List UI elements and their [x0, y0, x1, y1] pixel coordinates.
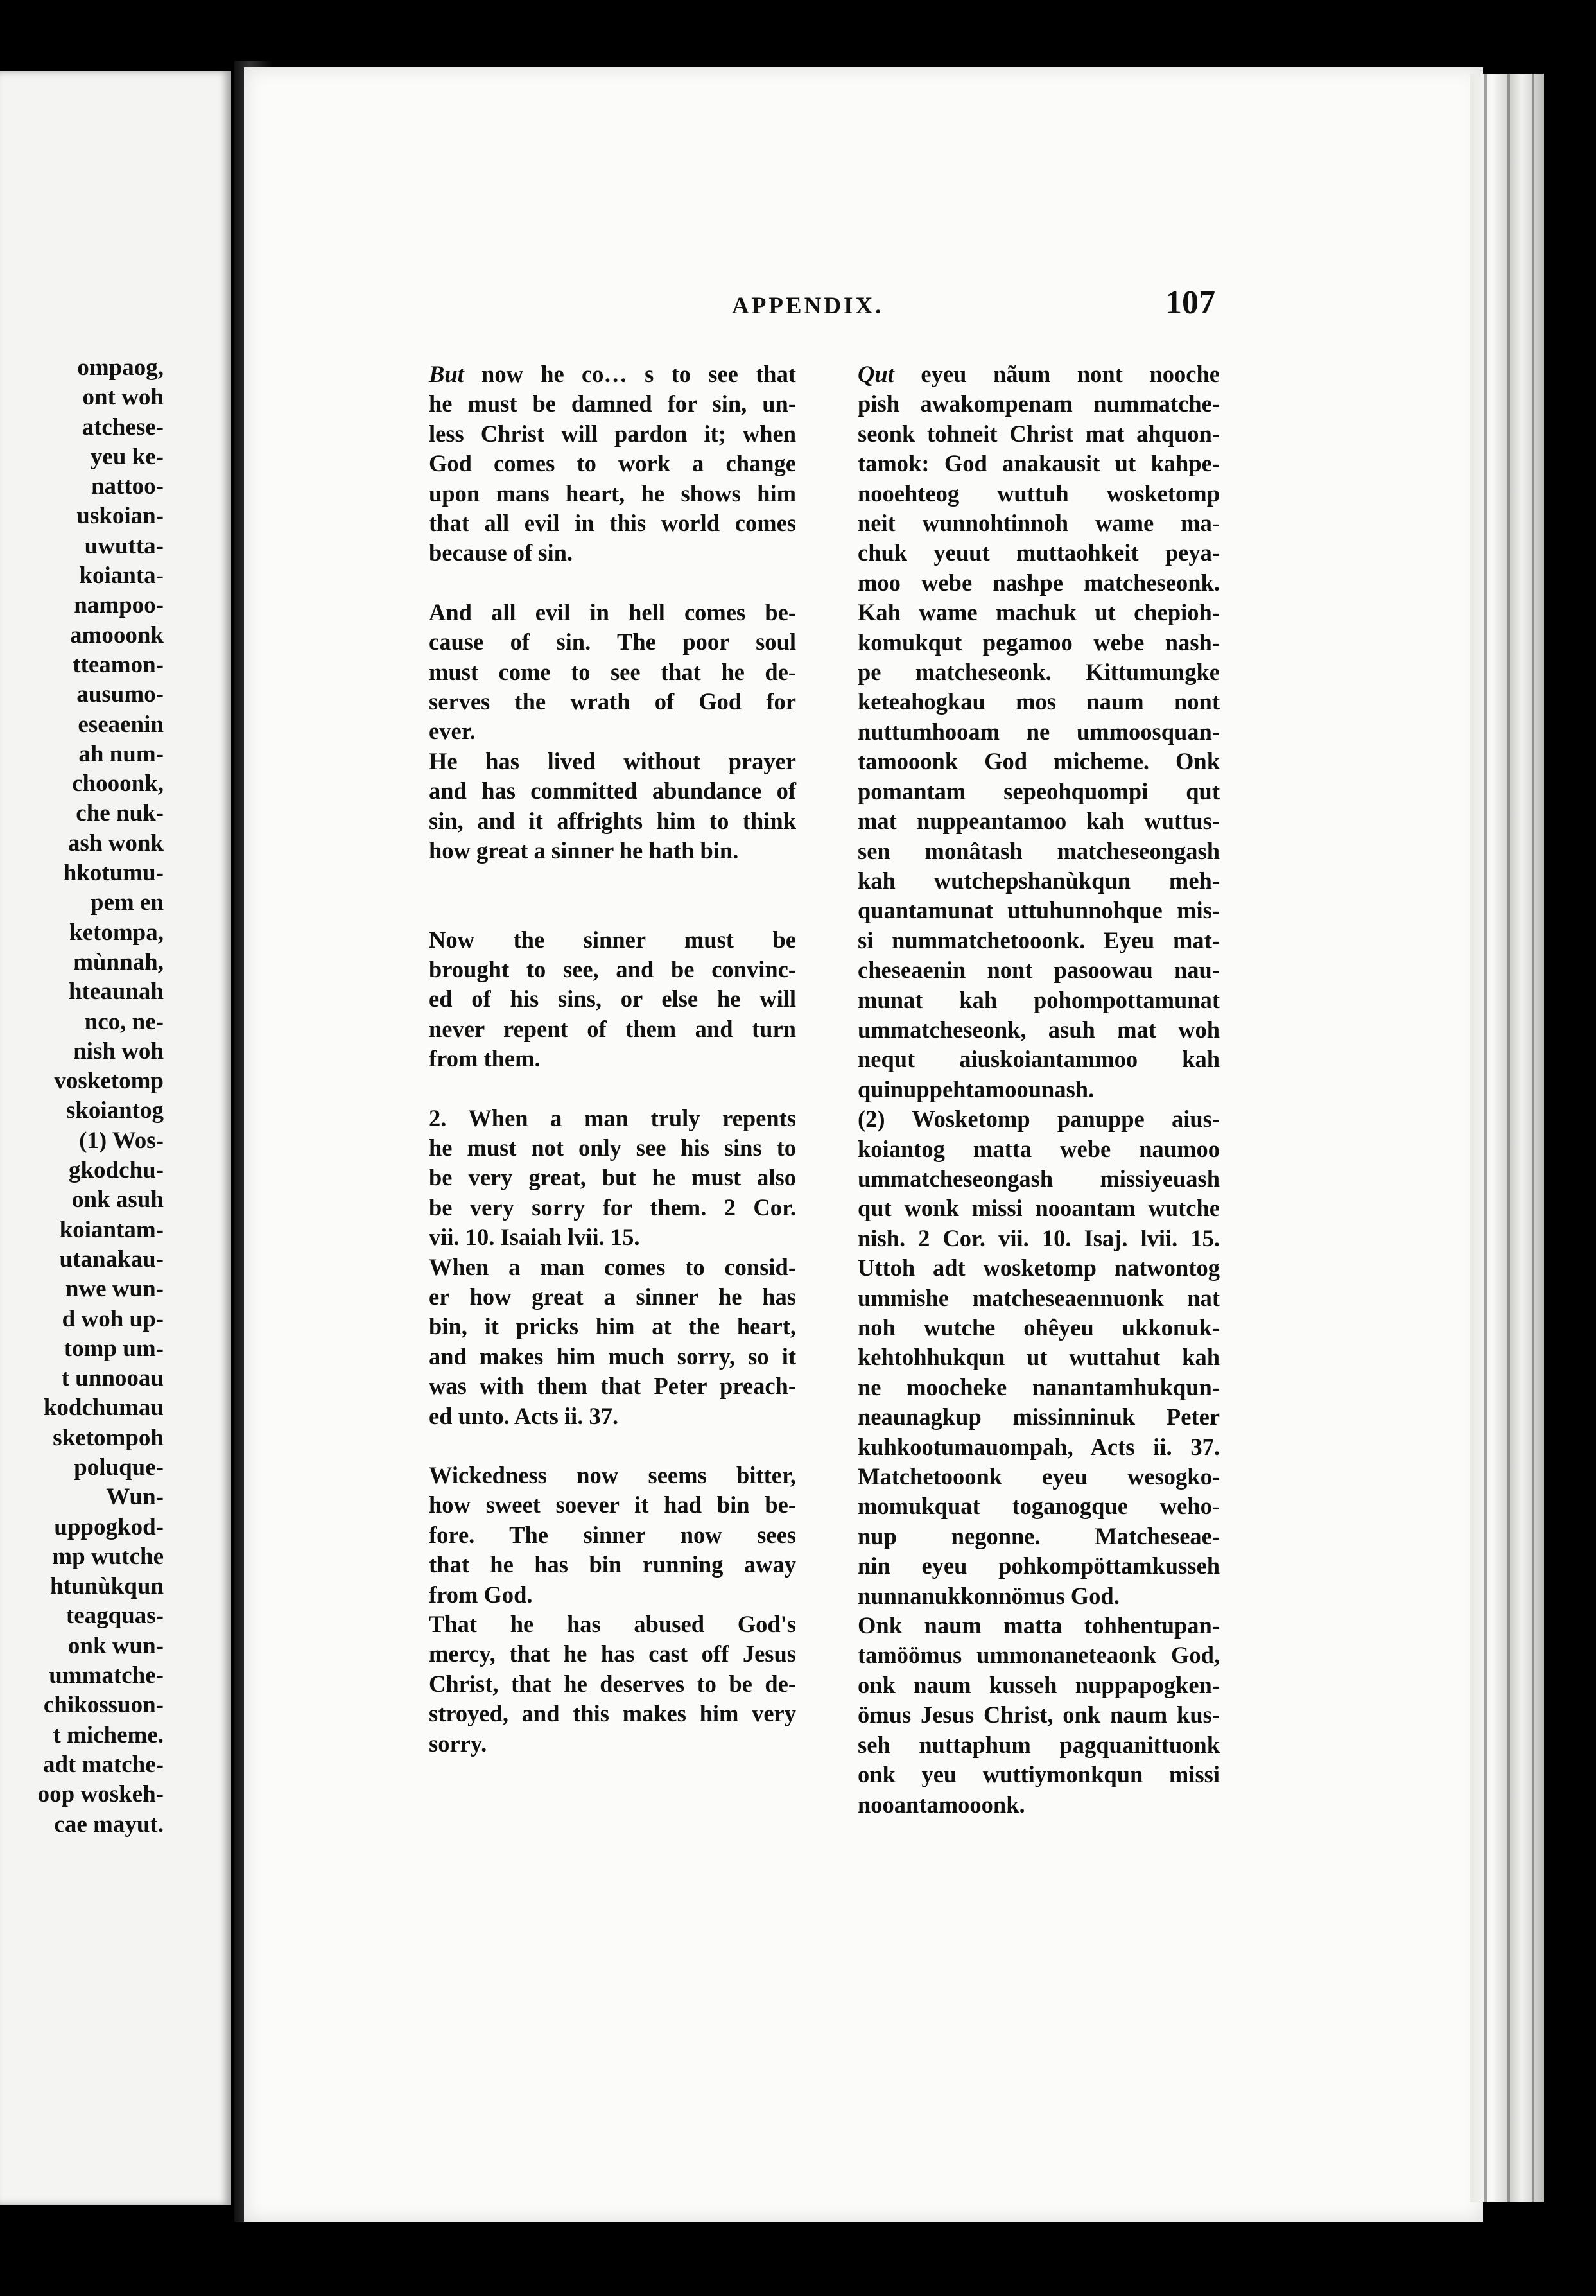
paragraph — [398, 1461, 796, 1610]
left-fragment-line: skoiantog — [65, 1097, 164, 1124]
text-line: kehtohhukqun ut wuttahut kah — [858, 1344, 1220, 1371]
paragraph — [398, 360, 796, 568]
english-column — [398, 360, 796, 1759]
left-fragment-line: koianta- — [79, 562, 164, 589]
text-line: from them. — [429, 1045, 541, 1072]
text-line: noh wutche ohêyeu ukkonuk- — [858, 1314, 1220, 1341]
left-fragment-line: chooonk, — [72, 770, 164, 797]
text-line: mat nuppeantamoo kah wuttus- — [858, 808, 1220, 835]
left-fragment-line: htunùkqun — [50, 1573, 164, 1600]
page-edges — [1470, 74, 1544, 2202]
left-fragment-line: ont woh — [82, 384, 164, 411]
paragraph — [827, 1104, 1220, 1611]
left-fragment-line: koiantam- — [59, 1216, 164, 1243]
left-fragment-line: chikossuon- — [43, 1692, 164, 1719]
facing-left-page — [0, 71, 231, 2205]
paragraph — [398, 1253, 796, 1431]
paragraph — [827, 1611, 1220, 1820]
left-fragment-line: hkotumu- — [63, 860, 164, 887]
text-line: ne moocheke nanantamhukqun- — [858, 1373, 1220, 1400]
text-line: how sweet soever it had bin be- — [429, 1492, 796, 1518]
text-line: and has committed abundance of — [429, 778, 796, 804]
text-line: cheseaenin nont pasoowau nau- — [858, 957, 1220, 984]
text-line: munat kah pohompottamunat — [858, 986, 1220, 1013]
left-fragment-line: (1) Wos- — [79, 1127, 164, 1154]
paragraph — [398, 747, 796, 866]
text-line: be very great, but he must also — [429, 1164, 796, 1191]
paragraph — [398, 598, 796, 747]
left-fragment-line: onk asuh — [72, 1187, 164, 1213]
text-line: seh nuttaphum pagquanittuonk — [858, 1731, 1220, 1758]
left-fragment-line: pem en — [90, 889, 164, 916]
text-line: quantamunat uttuhunnohque mis- — [858, 897, 1220, 924]
left-fragment-line: uwutta- — [84, 532, 164, 559]
text-line: Kah wame machuk ut chepioh- — [858, 599, 1220, 626]
left-fragment-line: nampoo- — [74, 592, 164, 619]
left-fragment-line: oop woskeh- — [37, 1781, 164, 1808]
text-line: vii. 10. Isaiah lvii. 15. — [429, 1224, 640, 1251]
text-line: nin eyeu pohkompöttamkusseh — [858, 1552, 1220, 1579]
text-line: stroyed, and this makes him very — [429, 1700, 796, 1727]
text-line: he must not only see his sins to — [429, 1134, 796, 1161]
paragraph — [398, 925, 796, 1074]
text-line: Qut eyeu nãum nont nooche — [858, 361, 1220, 387]
left-fragment-line: utanakau- — [59, 1246, 164, 1273]
left-fragment-line: yeu ke- — [90, 443, 164, 470]
left-fragment-line: t micheme. — [53, 1721, 164, 1748]
left-fragment-line: hteaunah — [68, 978, 164, 1005]
text-line: never repent of them and turn — [429, 1015, 796, 1042]
text-line: sin, and it affrights him to think — [429, 807, 796, 834]
text-line: Wickedness now seems bitter, — [429, 1462, 796, 1488]
text-line: moo webe nashpe matcheseonk. — [858, 569, 1220, 596]
text-line: Christ, that he deserves to be de- — [429, 1670, 796, 1697]
text-line: nish. 2 Cor. vii. 10. Isaj. lvii. 15. — [858, 1224, 1220, 1251]
text-line: God comes to work a change — [429, 450, 796, 477]
text-line: and makes him much sorry, so it — [429, 1343, 796, 1370]
left-fragment-line: atchese- — [82, 413, 164, 440]
text-line: ummatcheseonk, asuh mat woh — [858, 1016, 1220, 1043]
text-line: cause of sin. The poor soul — [429, 629, 796, 656]
text-line: upon mans heart, he shows him — [429, 480, 796, 507]
left-fragment-line: kodchumau — [43, 1395, 164, 1422]
text-line: nooantamooonk. — [858, 1791, 1025, 1818]
left-fragment-line: teagquas- — [65, 1603, 164, 1630]
text-line: When a man comes to consid- — [429, 1253, 796, 1280]
text-line: serves the wrath of God for — [429, 688, 796, 715]
left-fragment-line: nwe wun- — [65, 1276, 164, 1303]
left-fragment-line: mùnnah, — [73, 948, 164, 975]
left-fragment-line: uppogkod- — [54, 1513, 164, 1540]
text-line: ummishe matcheseaennuonk nat — [858, 1284, 1220, 1311]
text-line: Onk naum matta tohhentupan- — [858, 1612, 1220, 1639]
text-line: because of sin. — [429, 539, 573, 566]
massachusett-column — [827, 360, 1220, 1820]
text-line: he must be damned for sin, un- — [429, 390, 796, 417]
left-fragment-line: onk wun- — [67, 1632, 164, 1659]
text-line: kah wutchepshanùkqun meh- — [858, 867, 1220, 894]
text-line: nooehteog wuttuh wosketomp — [858, 480, 1220, 507]
text-line: pomantam sepeohquompi qut — [858, 778, 1220, 804]
running-head: APPENDIX. — [732, 293, 884, 319]
text-line: momukquat toganogque weho- — [858, 1493, 1220, 1520]
text-line: kuhkootumauompah, Acts ii. 37. — [858, 1433, 1220, 1460]
left-fragment-line: sketompoh — [53, 1424, 164, 1451]
left-fragment-line: ompaog, — [77, 354, 164, 381]
text-line: nunnanukkonnömus God. — [858, 1582, 1120, 1609]
left-fragment-line: eseaenin — [78, 711, 164, 738]
text-line: how great a sinner he hath bin. — [429, 837, 739, 864]
left-fragment-line: adt matche- — [42, 1751, 164, 1778]
text-line: Now the sinner must be — [429, 926, 796, 953]
text-line: fore. The sinner now sees — [429, 1521, 796, 1548]
text-line: quinuppehtamoounash. — [858, 1075, 1095, 1102]
text-line: si nummatchetooonk. Eyeu mat- — [858, 926, 1220, 953]
paragraph — [398, 1610, 796, 1759]
left-page-text-fragments — [38, 353, 164, 1839]
text-line: 2. When a man truly repents — [429, 1104, 796, 1131]
left-fragment-line: che nuk- — [76, 800, 164, 827]
text-line: tamooonk God micheme. Onk — [858, 748, 1220, 775]
left-fragment-line: ausumo- — [76, 681, 164, 708]
text-line: ummatcheseongash missiyeuash — [858, 1165, 1220, 1192]
text-line: And all evil in hell comes be- — [429, 598, 796, 625]
text-line: that he has bin running away — [429, 1551, 796, 1578]
left-fragment-line: tomp um- — [64, 1335, 164, 1362]
left-fragment-line: poluque- — [74, 1454, 164, 1481]
text-line: onk naum kusseh nuppapogken- — [858, 1671, 1220, 1698]
text-line: Matchetooonk eyeu wesogko- — [858, 1463, 1220, 1490]
left-fragment-line: cae mayut. — [54, 1811, 164, 1838]
text-line: ed of his sins, or else he will — [429, 986, 796, 1013]
left-fragment-line: vosketomp — [54, 1068, 164, 1095]
paragraph — [827, 360, 1220, 1104]
text-line: pe matcheseonk. Kittumungke — [858, 659, 1220, 686]
text-line: onk yeu wuttiymonkqun missi — [858, 1761, 1220, 1788]
text-line: tamöömus ummonaneteaonk God, — [858, 1642, 1220, 1669]
text-line: nup negonne. Matcheseae- — [858, 1522, 1220, 1549]
text-line: mercy, that he has cast off Jesus — [429, 1640, 796, 1667]
text-line: chuk yeuut muttaohkeit peya- — [858, 539, 1220, 566]
left-fragment-line: mp wutche — [52, 1543, 164, 1570]
text-line: keteahogkau mos naum nont — [858, 688, 1220, 715]
left-fragment-line: amooonk — [70, 622, 164, 648]
text-line: ever. — [429, 718, 476, 745]
text-line: That he has abused God's — [429, 1611, 796, 1638]
text-line: (2) Wosketomp panuppe aius- — [858, 1106, 1220, 1133]
text-line: nequt aiuskoiantammoo kah — [858, 1046, 1220, 1073]
text-line: tamok: God anakausit ut kahpe- — [858, 450, 1220, 477]
left-fragment-line: ummatche- — [49, 1662, 164, 1689]
text-line: seonk tohneit Christ mat ahquon- — [858, 420, 1220, 447]
left-fragment-line: d woh up- — [62, 1305, 164, 1332]
text-line: ed unto. Acts ii. 37. — [429, 1402, 619, 1429]
text-line: that all evil in this world comes — [429, 510, 796, 537]
left-fragment-line: tteamon- — [73, 651, 164, 678]
text-line: less Christ will pardon it; when — [429, 420, 796, 447]
left-fragment-line: t unnooau — [61, 1365, 164, 1392]
left-fragment-line: nco, ne- — [84, 1008, 164, 1035]
left-fragment-line: Wun- — [106, 1484, 164, 1511]
text-line: sen monâtash matcheseongash — [858, 837, 1220, 864]
text-line: pish awakompenam nummatche- — [858, 390, 1220, 417]
left-fragment-line: ash wonk — [67, 830, 164, 857]
left-fragment-line: uskoian- — [76, 503, 164, 530]
text-line: from God. — [429, 1581, 533, 1608]
left-fragment-line: nattoo- — [91, 473, 164, 500]
text-line: sorry. — [429, 1730, 487, 1757]
text-line: neit wunnohtinnoh wame ma- — [858, 510, 1220, 537]
text-line: brought to see, and be convinc- — [429, 955, 796, 982]
text-line: qut wonk missi nooantam wutche — [858, 1195, 1220, 1222]
text-line: be very sorry for them. 2 Cor. — [429, 1194, 796, 1221]
text-line: ömus Jesus Christ, onk naum kus- — [858, 1701, 1220, 1728]
left-fragment-line: ketompa, — [69, 919, 164, 946]
text-line: was with them that Peter preach- — [429, 1373, 796, 1400]
left-fragment-line: nish woh — [73, 1038, 164, 1065]
page-number: 107 — [1165, 284, 1215, 321]
text-line: must come to see that he de- — [429, 658, 796, 685]
text-line: neaunagkup missinninuk Peter — [858, 1404, 1220, 1431]
paragraph — [398, 1104, 796, 1253]
left-fragment-line: ah num- — [78, 740, 164, 767]
text-line: koiantog matta webe naumoo — [858, 1135, 1220, 1162]
text-line: He has lived without prayer — [429, 747, 796, 774]
text-line: komukqut pegamoo webe nash- — [858, 629, 1220, 656]
text-line: nuttumhooam ne ummoosquan- — [858, 718, 1220, 745]
left-fragment-line: gkodchu- — [68, 1157, 164, 1184]
text-line: er how great a sinner he has — [429, 1283, 796, 1310]
text-line: But now he co… s to see that — [429, 361, 796, 387]
text-line: Uttoh adt wosketomp natwontog — [858, 1255, 1220, 1282]
text-line: bin, it pricks him at the heart, — [429, 1313, 796, 1340]
